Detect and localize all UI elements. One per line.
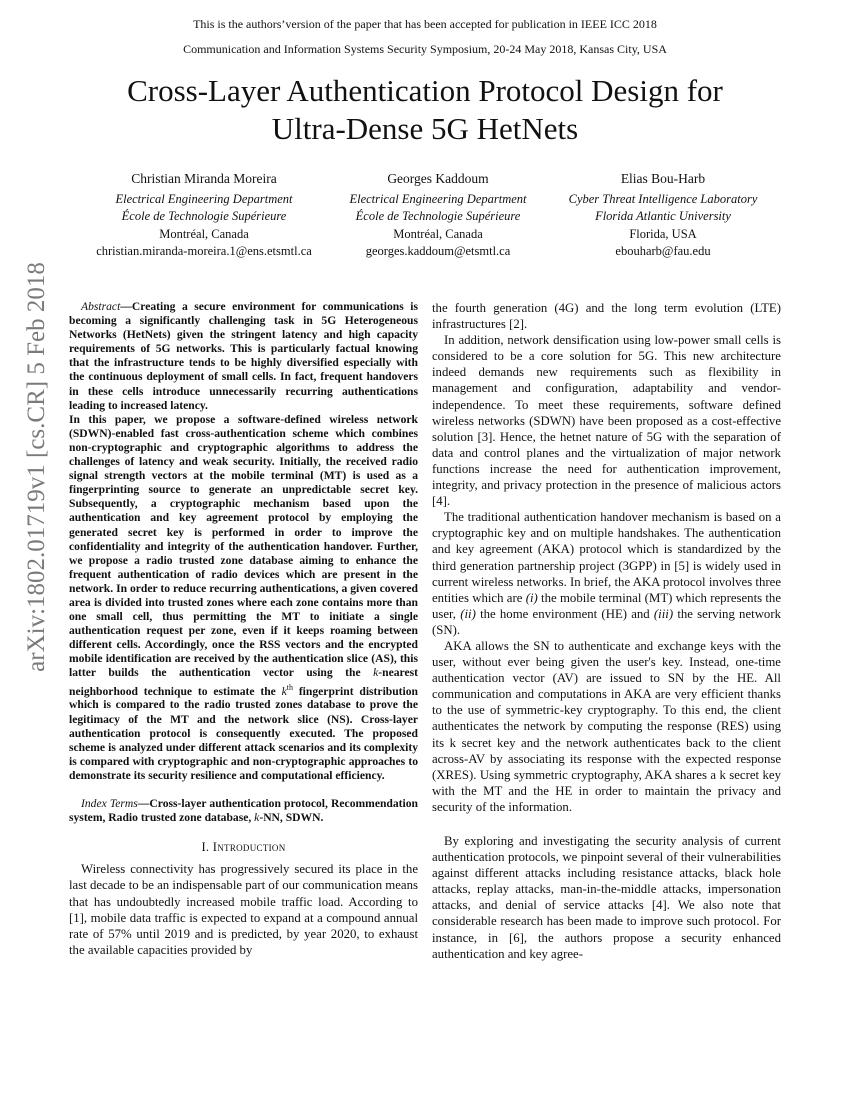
body-paragraph-0: the fourth generation (4G) and the long term evolution (LTE) infrastructures [2]. — [432, 301, 781, 332]
header-line-1: This is the authors’version of the paper that has been accepted for publication in IEEE ICC 2018 — [193, 17, 657, 31]
intro-paragraph-1: Wireless connectivity has progressively secured its place in the last decade to be an indispensable part of our communication means that has undoubtedly increased mobile traffic load. According to [1], mobile data traffic is expected to expand at a compound annual rate of 57% until 2019 and is predicted, by year 2020, to exhaust the available capacities provided by — [69, 862, 418, 957]
arxiv-stamp — [20, 262, 54, 672]
author-dept: Electrical Engineering Department — [115, 191, 293, 206]
header-line-2: Communication and Information Systems Security Symposium, 20-24 May 2018, Kansas City, USA — [183, 42, 667, 56]
author-block-2 — [328, 170, 548, 261]
arxiv-stamp-text: arXiv:1802.01719v1 [cs.CR] 5 Feb 2018 — [23, 262, 50, 672]
body-paragraph-1: In addition, network densification using low-power small cells is considered to be a core solution for 5G. This new architecture indeed demands new requirements such as flexibility in management and configuration, adaptability and vendor-independence. To meet these requirements, software defined wireless networks (SDWN) have been proposed as a cost-effective solution [3]. Hence, the hetnet nature of 5G with the separation of data and control planes and the virtualization of major network functions increase the need for authentication improvement, integrity, and privacy protection in the presence of malicious actors [4]. — [432, 333, 781, 509]
author-dept: Cyber Threat Intelligence Laboratory — [568, 191, 758, 206]
right-column — [432, 300, 781, 962]
section-heading-introduction: I. Introduction — [201, 840, 286, 855]
paragraph-gap — [432, 815, 781, 833]
author-name: Georges Kaddoum — [387, 171, 489, 186]
title-line-1: Cross-Layer Authentication Protocol Design for — [127, 73, 723, 108]
left-column — [69, 300, 418, 958]
author-email: christian.miranda-moreira.1@ens.etsmtl.ca — [96, 244, 312, 258]
index-terms-lead: Index Terms — [81, 797, 138, 811]
author-city: Montréal, Canada — [393, 226, 483, 241]
index-terms: Index Terms—Cross-layer authentication protocol, Recommendation system, Radio trusted zone database, k-NN, SDWN. — [69, 797, 418, 825]
author-email: ebouharb@fau.edu — [615, 244, 711, 258]
author-institution: École de Technologie Supérieure — [121, 209, 287, 223]
abstract-lead: Abstract — [81, 300, 121, 313]
author-name: Christian Miranda Moreira — [131, 171, 277, 186]
body-paragraph-2: The traditional authentication handover mechanism is based on a cryptographic key and on multiple handshakes. The authentication and key agreement (AKA) protocol which is standardized by the third generation partnership project (3GPP) in [5] is widely used in current wireless networks. In brief, the AKA protocol involves three entities which are (i) the mobile terminal (MT) which represents the user, (ii) the home environment (HE) and (iii) the serving network (SN). — [432, 510, 782, 637]
abstract-paragraph-1: Abstract—Creating a secure environment for communications is becoming a significantly challenging task in 5G Heterogeneous Networks (HetNets) given the stringent latency and high capacity requirements of 5G networks. This is particularly factual knowing that the infrastructure tends to be highly diversified especially with the continuous deployment of small cells. In fact, frequent handovers in these cells introduce unnecessarily recurring authentications leading to increased latency. — [69, 300, 418, 412]
abstract-paragraph-2: In this paper, we propose a software-defined wireless network (SDWN)-enabled fast cross-authentication scheme which combines non-cryptographic and cryptographic algorithms to address the challenges of latency and weak security. Initially, the received radio signal strength vectors at the mobile terminal (MT) is used as a fingerprinting source to generate an unpredictable secret key. Subsequently, a cryptographic mechanism based upon the authentication and key agreement protocol by employing the generated secret key is performed in order to improve the confidentiality and integrity of the authentication handover. Further, we propose a radio trusted zone database aiming to enhance the frequent authentication of radio devices which are present in the network. In order to reduce recurring authentications, a given covered area is divided into trusted zones where each zone contains more than one small cell, thus permitting the MT to initiate a single authentication request per zone, even if it keeps roaming between different cells. Accordingly, once the RSS vectors and the encrypted mobile identification are received by the authentication slice (AS), this latter builds the authentication vector using the k-nearest neighborhood technique to estimate the $k^{th}$ fingerprint distribution which is compared to the radio trusted zones database to prove the legitimacy of the MT and the network slice (NS). Cross-layer authentication protocol is consequently executed. The proposed scheme is analyzed under different attack scenarios and its complexity is compared with cryptographic and non-cryptographic approaches to demonstrate its security resilience and computational efficiency. — [69, 412, 419, 782]
author-email: georges.kaddoum@etsmtl.ca — [365, 244, 511, 258]
author-name: Elias Bou-Harb — [620, 171, 706, 186]
title-line-2: Ultra-Dense 5G HetNets — [271, 111, 579, 146]
author-city: Florida, USA — [629, 226, 697, 241]
paper-title — [60, 72, 790, 148]
body-paragraph-4: By exploring and investigating the security analysis of current authentication protocols, we pinpoint several of their vulnerabilities against different attacks including resistance attacks, black hole attacks, replay attacks, man-in-the-middle attacks, impersonation attacks, and denial of service attacks [4]. We also note that considerable research has been made to improve such protocol. For instance, in [6], the authors propose a security enhanced authentication and key agree- — [432, 834, 781, 961]
author-institution: École de Technologie Supérieure — [355, 209, 521, 223]
body-paragraph-3: AKA allows the SN to authenticate and exchange keys with the user, without ever being given the user's key. Instead, one-time authentication vector (AV) are issued to SN by the HE. All communication and computations in AKA are very efficient thanks to the use of symmetric-key cryptography. To this end, the client authenticates the network by computing the response (RES) using its k secret key and the network authenticates back to the client across-AV by associating its response with the expected response (XRES). Using symmetric cryptography, AKA shares a k secret key with the MT and the HE in order to maintain the privacy and security of the information. — [432, 638, 781, 814]
author-block-1 — [64, 170, 344, 261]
author-dept: Electrical Engineering Department — [349, 191, 527, 206]
author-city: Montréal, Canada — [159, 226, 249, 241]
author-institution: Florida Atlantic University — [595, 209, 731, 223]
author-block-3 — [548, 170, 778, 261]
